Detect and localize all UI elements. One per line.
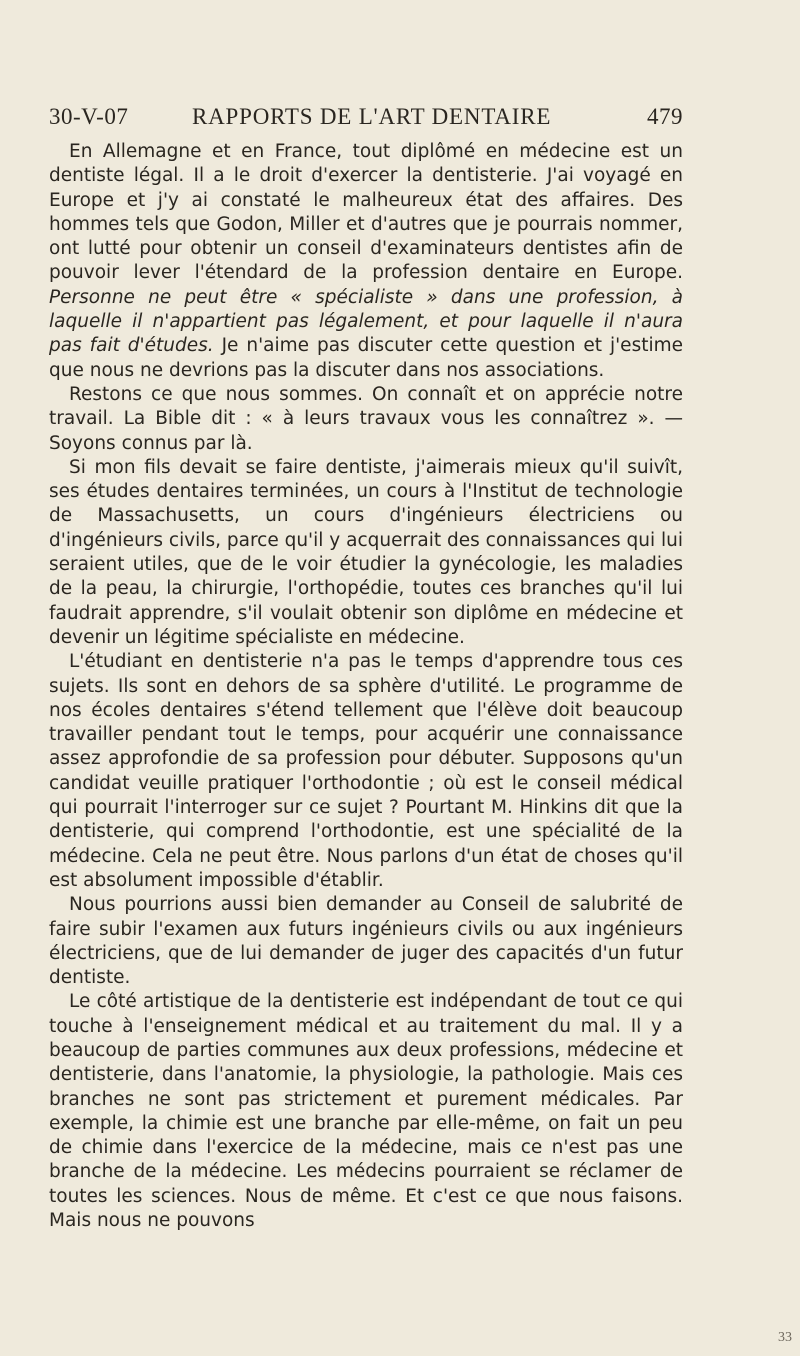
body-text [49, 140, 683, 1233]
paragraph-text: L'étudiant en dentisterie n'a pas le temps d'apprendre tous ces sujets. Ils sont en dehors de sa sphère d'utilité. Le programme de nos écoles dentaires s'étend tellement que l'élève doit beaucoup travailler pendant tout le temps, pour acquérir une connaissance assez approfondie de sa profession pour débuter. Supposons qu'un candidat veuille pratiquer l'orthodontie ; où est le conseil médical qui pourrait l'interroger sur ce sujet ? Pourtant M. Hinkins dit que la dentisterie, qui comprend l'orthodontie, est une spécialité de la médecine. Cela ne peut être. Nous parlons d'un état de choses qu'il est absolument impossible d'établir. [49, 651, 683, 891]
paragraph-text: Le côté artistique de la dentisterie est indépendant de tout ce qui touche à l'enseignement médical et au traitement du mal. Il y a beaucoup de parties communes aux deux professions, médecine et dentisterie, dans l'anatomie, la physiologie, la pathologie. Mais ces branches ne sont pas strictement et purement médicales. Par exemple, la chimie est une branche par elle-même, on fait un peu de chimie dans l'exercice de la médecine, mais ce n'est pas une branche de la médecine. Les médecins pourraient se réclamer de toutes les sciences. Nous de même. Et c'est ce que nous faisons. Mais nous ne pouvons [49, 991, 683, 1232]
paragraph [49, 893, 683, 990]
paragraph-text: En Allemagne et en France, tout diplômé en médecine est un dentiste légal. Il a le droit d'exercer la dentisterie. J'ai voyagé en Europe et j'y ai constaté le malheureux état des affaires. Des hommes tels que Godon, Miller et d'autres que je pourrais nommer, ont lutté pour obtenir un conseil d'examinateurs dentistes afin de pouvoir lever l'étendard de la profession dentaire en Europe. [49, 141, 683, 284]
paragraph [49, 383, 683, 456]
header-date: 30-V-07 [49, 104, 129, 129]
paragraph-text: Si mon fils devait se faire dentiste, j'aimerais mieux qu'il suivît, ses études dentaires terminées, un cours à l'Institut de technologie de Massachusetts, un cours d'ingénieurs électriciens ou d'ingénieurs civils, parce qu'il y acquerrait des connaissances qui lui seraient utiles, que de le voir étudier la gynécologie, les maladies de la peau, la chirurgie, l'orthopédie, toutes ces branches qu'il lui faudrait apprendre, s'il voulait obtenir son diplôme en médecine et devenir un légitime spécialiste en médecine. [49, 456, 683, 648]
paragraph [49, 990, 683, 1233]
paragraph [49, 456, 683, 650]
italic-passage: Personne ne peut être « spécialiste » dans une profession, à laquelle il n'appartient pas légalement, et pour laquelle il n'aura pas fait d'études. [49, 286, 683, 357]
paragraph-text: Restons ce que nous sommes. On connaît et on apprécie notre travail. La Bible dit : « à leurs travaux vous les connaîtrez ». — Soyons connus par là. [49, 383, 683, 454]
paragraph [49, 650, 683, 893]
paragraph-text: Je n'aime pas discuter cette question et j'estime que nous ne devrions pas la discuter dans nos associations. [49, 335, 684, 381]
page-number: 479 [647, 104, 683, 129]
paragraph-text: Nous pourrions aussi bien demander au Conseil de salubrité de faire subir l'examen aux futurs ingénieurs civils ou aux ingénieurs électriciens, que de lui demander de juger des capacités d'un futur dentiste. [49, 894, 683, 989]
running-header [49, 98, 683, 132]
paragraph [49, 140, 683, 383]
header-journal-title: RAPPORTS DE L'ART DENTAIRE [192, 104, 552, 129]
printer-signature-mark: 33 [778, 1330, 792, 1345]
